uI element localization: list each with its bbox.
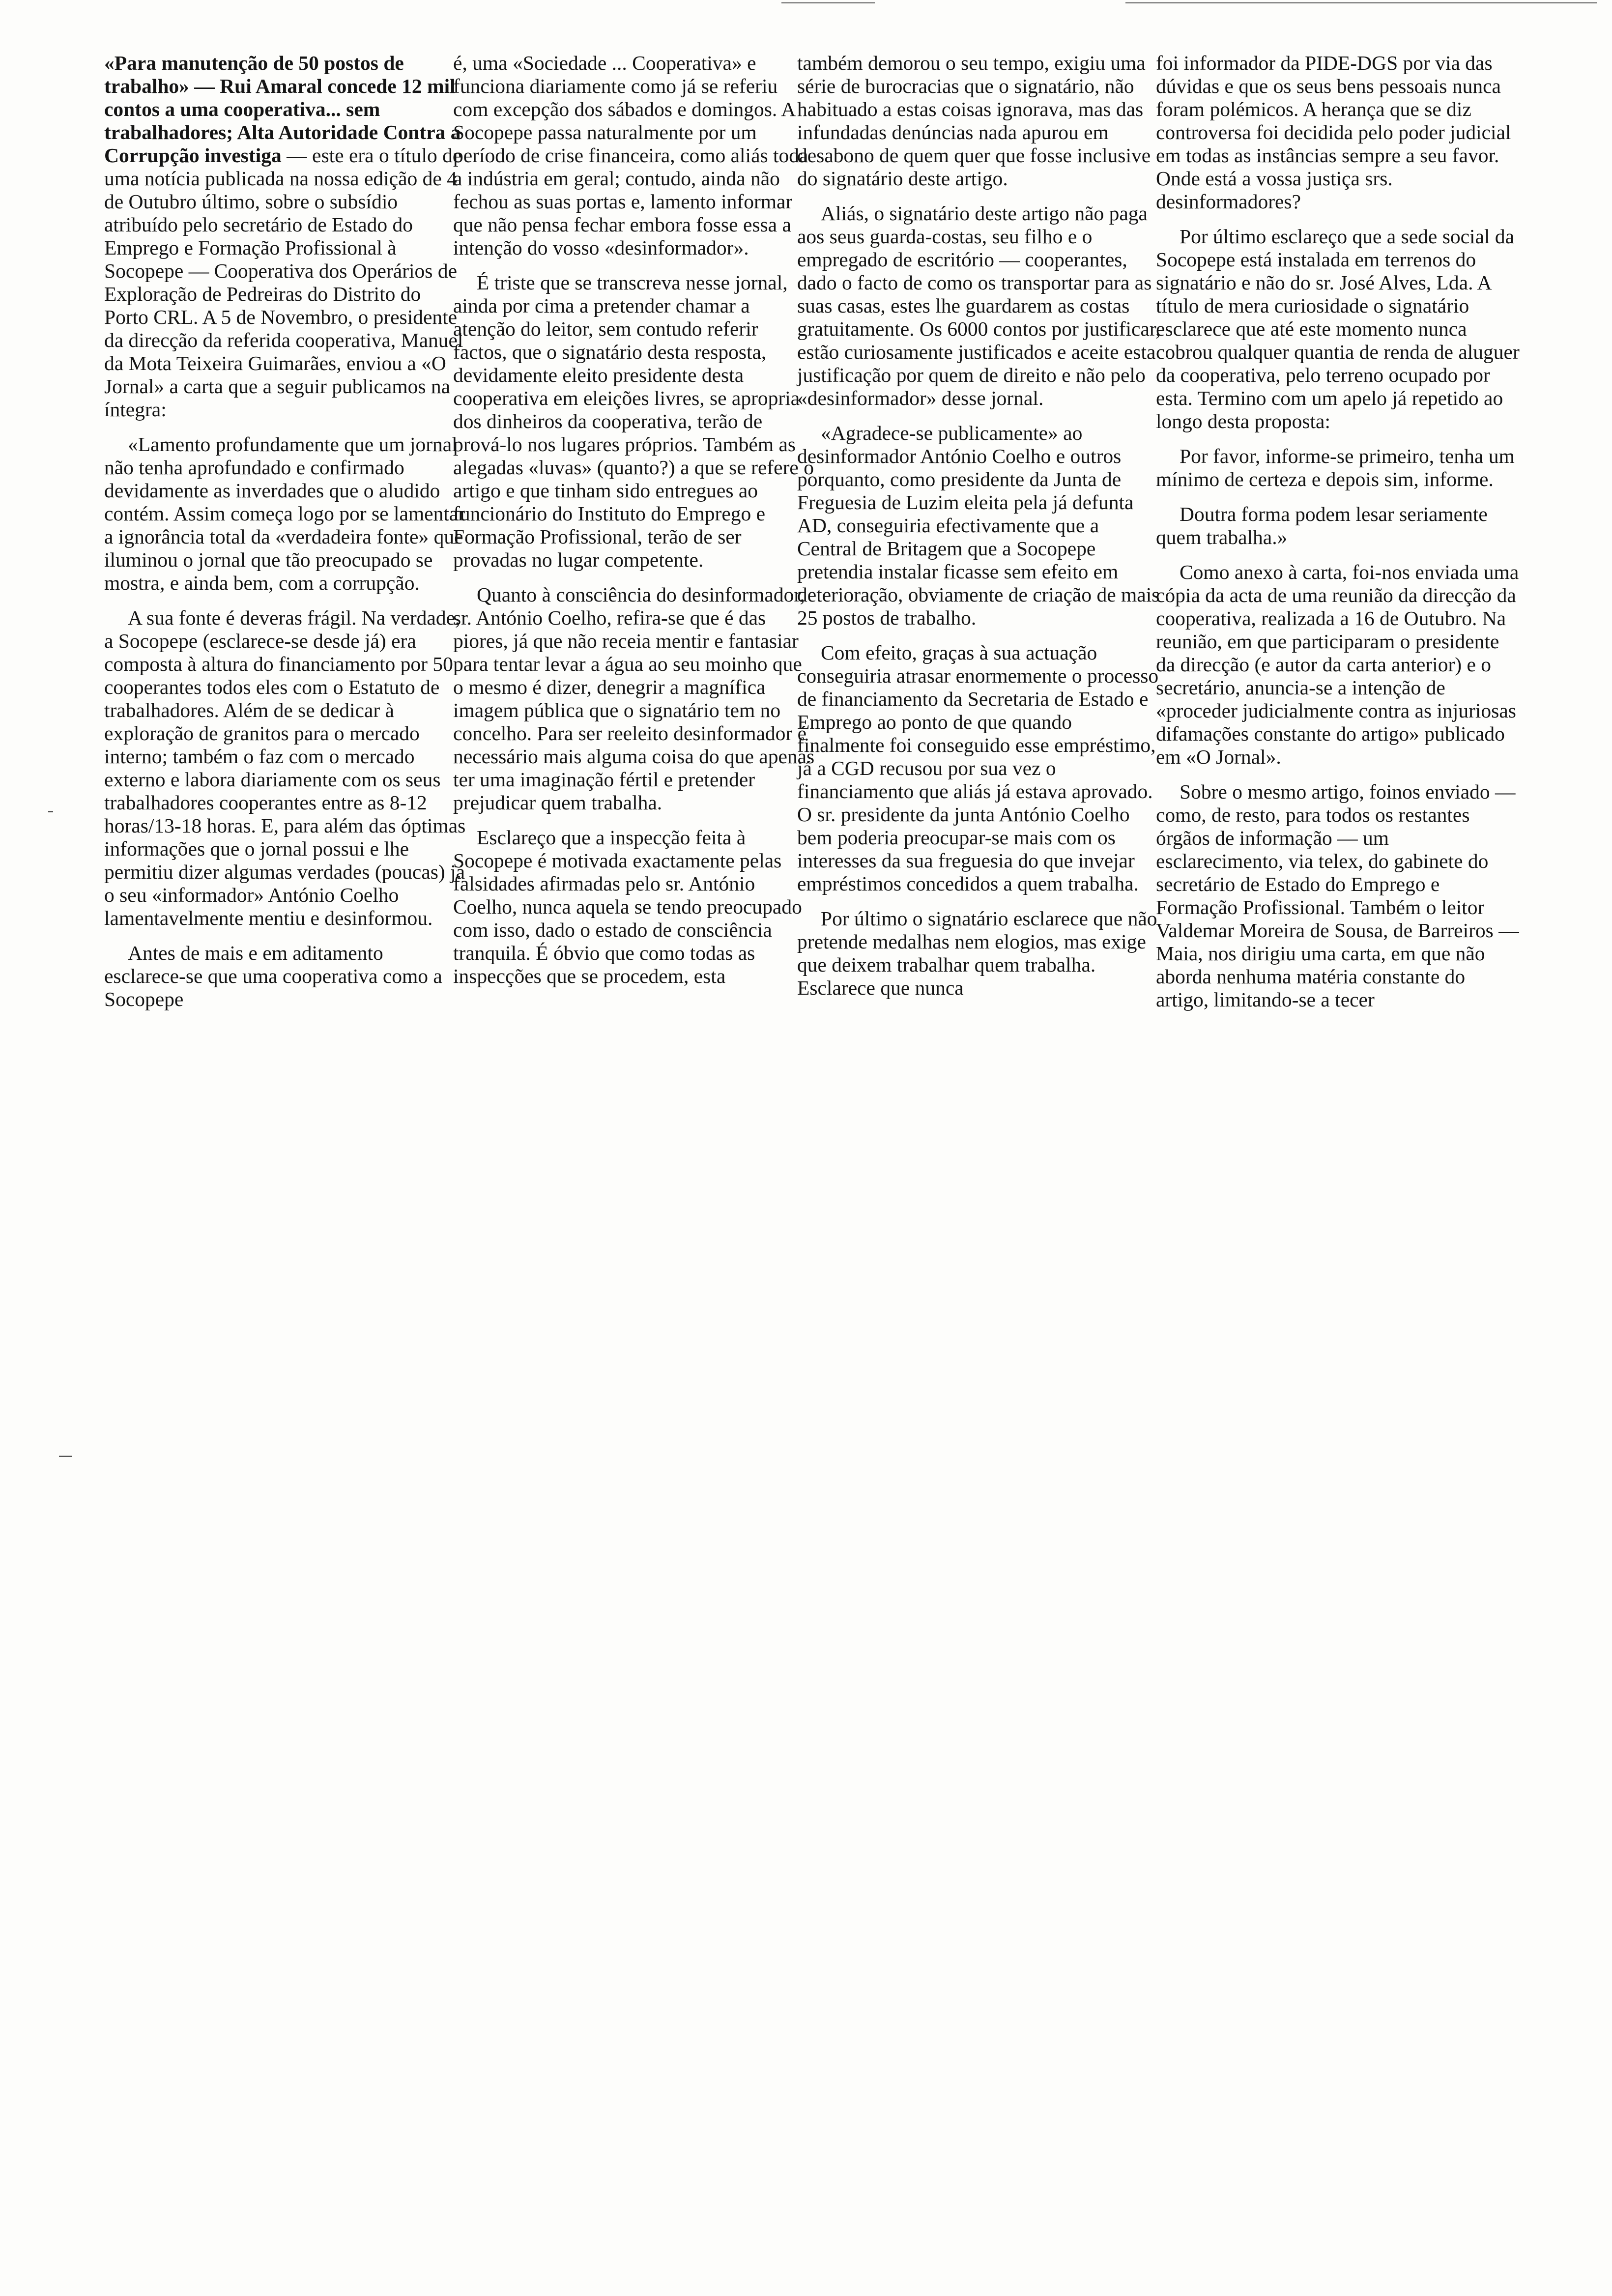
article-paragraph: «Agradece-se publicamente» ao desinformador António Coelho e outros porquanto, como presidente da Junta de Freguesia de Luzim eleita pela já defunta AD, conseguiria efectivamente que a Central de Britagem que a Socopepe pretendia instalar ficasse sem efeito em deterioração, obviamente de criação de mais 25 postos de trabalho. (797, 422, 1160, 629)
article-paragraph: Por favor, informe-se primeiro, tenha um mínimo de certeza e depois sim, informe. (1156, 445, 1515, 490)
article-paragraph: Esclareço que a inspecção feita à Socopepe é motivada exactamente pelas falsidades afirmadas pelo sr. António Coelho, nunca aquela se tendo preocupado com isso, dado o estado de consciência tranquila. É óbvio que como todas as inspecções que se procedem, esta (453, 826, 802, 987)
article-paragraph: Antes de mais e em aditamento esclarece-se que uma cooperativa como a Socopepe (104, 942, 442, 1010)
article-paragraph: «Lamento profundamente que um jornal não tenha aprofundado e confirmado devidamente as inverdades que o aludido contém. Assim começa logo por se lamentar a ignorância total da «verdadeira fonte» que iluminou o jornal que tão preocupado se mostra, e ainda bem, com a corrupção. (104, 433, 465, 594)
article-paragraph: É triste que se transcreva nesse jornal, ainda por cima a pretender chamar a atenção do leitor, sem contudo referir factos, que o signatário desta resposta, devidamente eleito presidente desta cooperativa em eleições livres, se apropria dos dinheiros da cooperativa, terão de prová-lo nos lugares próprios. Também as alegadas «luvas» (quanto?) a que se refere o artigo e que tinham sido entregues ao funcionário do Instituto do Emprego e Formação Profissional, terão de ser provadas no lugar competente. (453, 271, 814, 571)
article-paragraph: «Para manutenção de 50 postos de trabalho» — Rui Amaral concede 12 mil contos a uma cooperativa... sem trabalhadores; Alta Autoridade Contra a Corrupção investiga — este era o título de uma notícia publicada na nossa edição de 4 de Outubro último, sobre o subsídio atribuído pelo secretário de Estado do Emprego e Formação Profissional à Socopepe — Cooperativa dos Operários de Exploração de Pedreiras do Distrito do Porto CRL. A 5 de Novembro, o presidente da direcção da referida cooperativa, Manuel da Mota Teixeira Guimarães, enviou a «O Jornal» a carta que a seguir publicamos na íntegra: (104, 52, 463, 421)
margin-mark (59, 1456, 72, 1457)
article-paragraph: Por último o signatário esclarece que não pretende medalhas nem elogios, mas exige que deixem trabalhar quem trabalha. Esclarece que nunca (797, 907, 1157, 999)
top-rule (1125, 2, 1597, 3)
article-paragraph: Doutra forma podem lesar seriamente quem trabalha.» (1156, 503, 1488, 548)
article-paragraph: Como anexo à carta, foi-nos enviada uma cópia da acta de uma reunião da direcção da cooperativa, realizada a 16 de Outubro. Na reunião, em que participaram o presidente da direcção (e autor da carta anterior) e o secretário, anuncia-se a intenção de «proceder judicialmente contra as injuriosas difamações constante do artigo» publicado em «O Jornal». (1156, 561, 1519, 768)
article-paragraph: Quanto à consciência do desinformador, sr. António Coelho, refira-se que é das piores, já que não receia mentir e fantasiar para tentar levar a água ao seu moinho que o mesmo é dizer, denegrir a magnífica imagem pública que o signatário tem no concelho. Para ser reeleito desinformador é necessário mais alguma coisa do que apenas ter uma imaginação fértil e pretender prejudicar quem trabalha. (453, 583, 815, 814)
article-headline: «Para manutenção de 50 postos de trabalho» — Rui Amaral concede 12 mil contos a uma cooperativa... sem trabalhadores; Alta Autoridade Contra a Corrupção investiga (104, 52, 461, 167)
article-paragraph: Com efeito, graças à sua actuação conseguiria atrasar enormemente o processo de financiamento da Secretaria de Estado e Emprego ao ponto de que quando finalmente foi conseguido esse empréstimo, já a CGD recusou por sua vez o financiamento que aliás já estava aprovado. O sr. presidente da junta António Coelho bem poderia preocupar-se mais com os interesses da sua freguesia do que invejar empréstimos concedidos a quem trabalha. (797, 641, 1159, 895)
article-column-3 (797, 52, 1161, 1011)
article-paragraph: foi informador da PIDE-DGS por via das dúvidas e que os seus bens pessoais nunca foram polémicos. A herança que se diz controversa foi decidida pelo poder judicial em todas as instâncias sempre a seu favor. Onde está a vossa justiça srs. desinformadores? (1156, 52, 1511, 213)
article-paragraph: Sobre o mesmo artigo, foinos enviado — como, de resto, para todos os restantes órgãos de informação — um esclarecimento, via telex, do gabinete do secretário de Estado do Emprego e Formação Profissional. Também o leitor Valdemar Moreira de Sousa, de Barreiros — Maia, nos dirigiu uma carta, em que não aborda nenhuma matéria constante do artigo, limitando-se a tecer (1156, 780, 1519, 1011)
article-paragraph: também demorou o seu tempo, exigiu uma série de burocracias que o signatário, não habituado a estas coisas ignorava, mas das infundadas denúncias nada apurou em desabono de quem quer que fosse inclusive do signatário deste artigo. (797, 52, 1151, 190)
margin-mark (48, 811, 53, 812)
article-paragraph: Aliás, o signatário deste artigo não paga aos seus guarda-costas, seu filho e o empregado de escritório — cooperantes, dado o facto de como os transportar para as suas casas, estes lhe guardarem as costas gratuitamente. Os 6000 contos por justificar, estão curiosamente justificados e aceite esta justificação por quem de direito e não pelo «desinformador» desse jornal. (797, 202, 1161, 409)
article-column-4 (1156, 52, 1520, 1023)
article-paragraph: A sua fonte é deveras frágil. Na verdade, a Socopepe (esclarece-se desde já) era composta à altura do financiamento por 50 cooperantes todos eles com o Estatuto de trabalhadores. Além de se dedicar à exploração de granitos para o mercado interno; também o faz com o mercado externo e labora diariamente com os seus trabalhadores cooperantes entre as 8-12 horas/13-18 horas. E, para além das óptimas informações que o jornal possui e lhe permitiu dizer algumas verdades (poucas) já o seu «informador» António Coelho lamentavelmente mentiu e desinformou. (104, 606, 466, 929)
top-rule (781, 2, 875, 3)
article-paragraph: é, uma «Sociedade ... Cooperativa» e funciona diariamente como já se referiu com excepção dos sábados e domingos. A Socopepe passa naturalmente por um período de crise financeira, como aliás toda a indústria em geral; contudo, ainda não fechou as suas portas e, lamento informar que não pensa fechar embora fosse essa a intenção do vosso «desinformador». (453, 52, 808, 259)
article-column-2 (453, 52, 817, 1000)
article-paragraph: Por último esclareço que a sede social da Socopepe está instalada em terrenos do signatário e não do sr. José Alves, Lda. A título de mera curiosidade o signatário esclarece que até este momento nunca cobrou qualquer quantia de renda de aluguer da cooperativa, pelo terreno ocupado por esta. Termino com um apelo já repetido ao longo desta proposta: (1156, 225, 1520, 432)
article-column-1 (104, 52, 468, 1023)
